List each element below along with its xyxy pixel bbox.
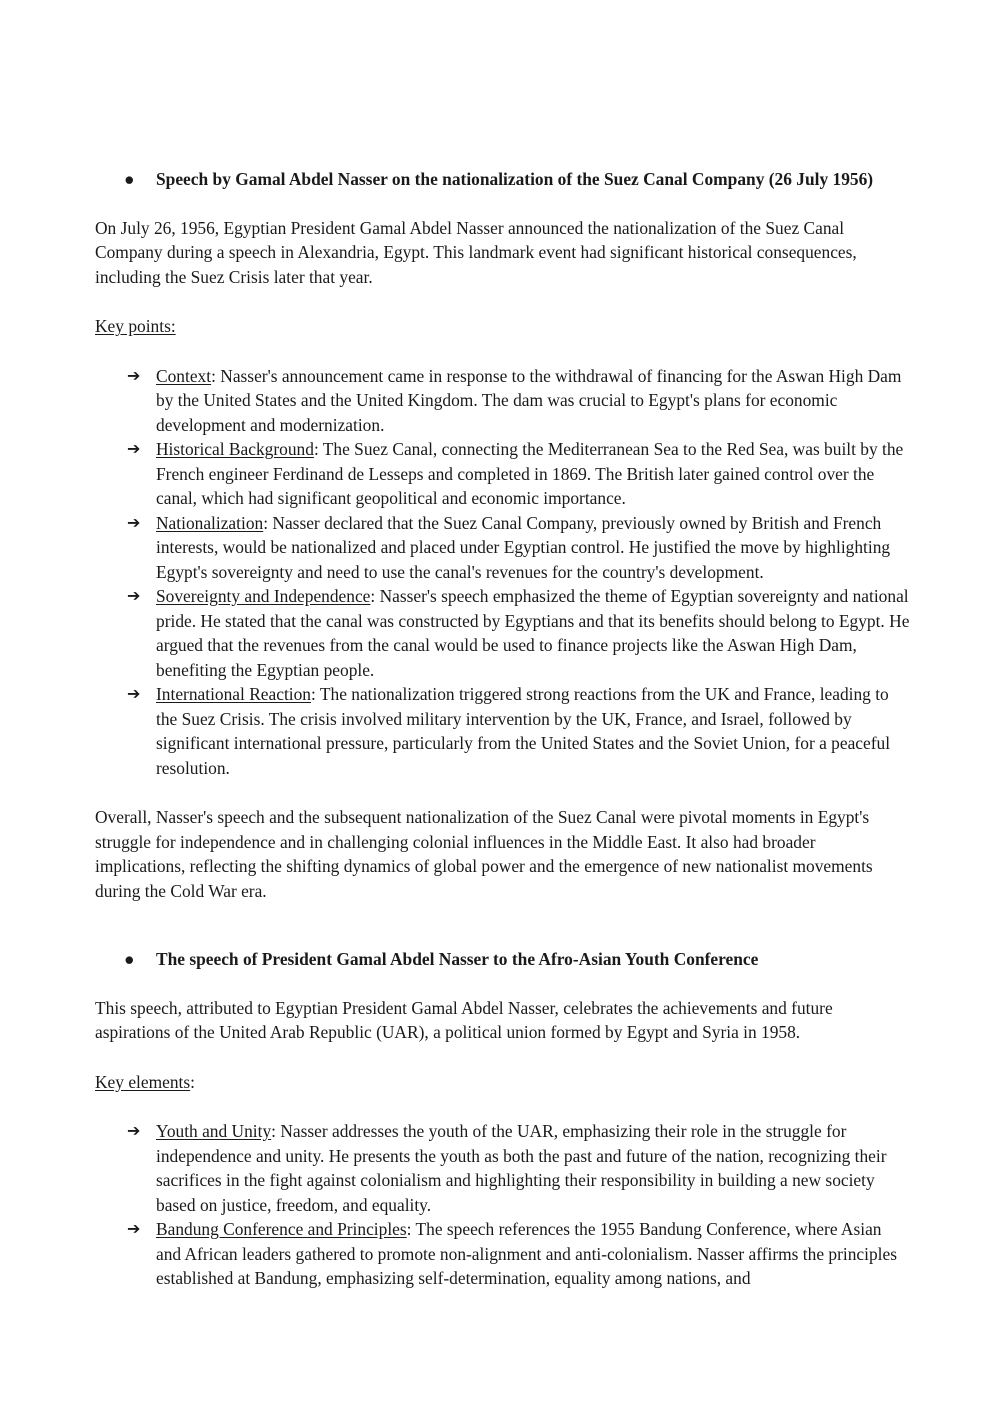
section1-heading (95, 167, 910, 192)
section1-label-text: Key points: (95, 316, 176, 336)
arrow-right-icon: ➔ (127, 512, 141, 532)
list-item (95, 584, 910, 682)
list-item-text: : The Suez Canal, connecting the Mediterranean Sea to the Red Sea, was built by the French engineer Ferdinand de Lesseps and completed in 1869. The British later gained control over the canal, which had significant geopolitical and economic importance. (156, 439, 904, 508)
list-item-term: International Reaction (156, 684, 312, 704)
arrow-right-icon: ➔ (127, 1121, 141, 1140)
section1-heading-text: Speech by Gamal Abdel Nasser on the nationalization of the Suez Canal Company (26 July 1956) (156, 169, 874, 189)
section1-intro: On July 26, 1956, Egyptian President Gamal Abdel Nasser announced the nationalization of the Suez Canal Company during a speech in Alexandria, Egypt. This landmark event had significant historical consequences, including the Suez Crisis later that year. (95, 217, 857, 287)
list-item (95, 437, 910, 511)
bullet-icon: ● (124, 949, 135, 969)
list-item (95, 1217, 910, 1291)
bullet-icon: ● (124, 169, 135, 189)
section2-heading-text: The speech of President Gamal Abdel Nasser to the Afro-Asian Youth Conference (156, 949, 759, 969)
list-item-text: : Nasser addresses the youth of the UAR, emphasizing their role in the struggle for independence and unity. He presents the youth as both the past and future of the nation, recognizing their sacrifices in the fight against colonialism and highlighting their responsibility in building a new society based on justice, freedom, and equality. (156, 1121, 887, 1215)
list-item-term: Sovereignty and Independence (156, 586, 371, 606)
section1-label (95, 314, 910, 339)
list-item-term: Bandung Conference and Principles (156, 1219, 407, 1239)
arrow-right-icon: ➔ (127, 586, 141, 605)
section2-list (95, 1119, 910, 1291)
list-item-text: : Nasser's announcement came in response to the withdrawal of financing for the Aswan High Dam by the United States and the United Kingdom. The dam was crucial to Egypt's plans for economic development and modernization. (156, 365, 902, 435)
list-item-term: Youth and Unity (156, 1121, 272, 1141)
list-item (95, 511, 910, 585)
document-page (95, 167, 910, 1291)
section2-label-suffix: : (190, 1071, 195, 1092)
arrow-right-icon: ➔ (127, 439, 141, 458)
section1-list (95, 364, 910, 781)
section2-label (95, 1070, 910, 1095)
list-item-text: : The speech references the 1955 Bandung Conference, where Asian and African leaders gathered to promote non-alignment and anti-colonialism. Nasser affirms the principles established at Bandung, emphasizing self-determination, equality among nations, and (156, 1219, 897, 1288)
section1-conclusion: Overall, Nasser's speech and the subsequent nationalization of the Suez Canal were pivotal moments in Egypt's struggle for independence and in challenging colonial influences in the Middle East. It also had broader implications, reflecting the shifting dynamics of global power and the emergence of new nationalist movements during the Cold War era. (95, 807, 873, 901)
arrow-right-icon: ➔ (127, 365, 141, 385)
list-item (95, 682, 910, 780)
list-item-term: Historical Background (156, 439, 314, 459)
list-item-term: Context (156, 365, 212, 386)
section2-intro: This speech, attributed to Egyptian President Gamal Abdel Nasser, celebrates the achievements and future aspirations of the United Arab Republic (UAR), a political union formed by Egypt and Syria in 1958. (95, 997, 833, 1042)
list-item (95, 364, 910, 438)
section2-label-text: Key elements (95, 1071, 191, 1092)
arrow-right-icon: ➔ (127, 684, 141, 703)
list-item-text: : Nasser's speech emphasized the theme of Egyptian sovereignty and national pride. He stated that the canal was constructed by Egyptians and that its benefits should belong to Egypt. He argued that the revenues from the canal would be used to finance projects like the Aswan High Dam, benefiting the Egyptian people. (156, 586, 910, 680)
list-item-term: Nationalization (156, 512, 264, 533)
section2-heading (95, 947, 910, 972)
list-item-text: : Nasser declared that the Suez Canal Company, previously owned by British and French interests, would be nationalized and placed under Egyptian control. He justified the move by highlighting Egypt's sovereignty and need to use the canal's revenues for the country's development. (156, 512, 891, 582)
list-item-text: : The nationalization triggered strong reactions from the UK and France, leading to the Suez Crisis. The crisis involved military intervention by the UK, France, and Israel, followed by significant international pressure, particularly from the United States and the Soviet Union, for a peaceful resolution. (156, 684, 891, 778)
list-item (95, 1119, 910, 1217)
arrow-right-icon: ➔ (127, 1219, 141, 1238)
